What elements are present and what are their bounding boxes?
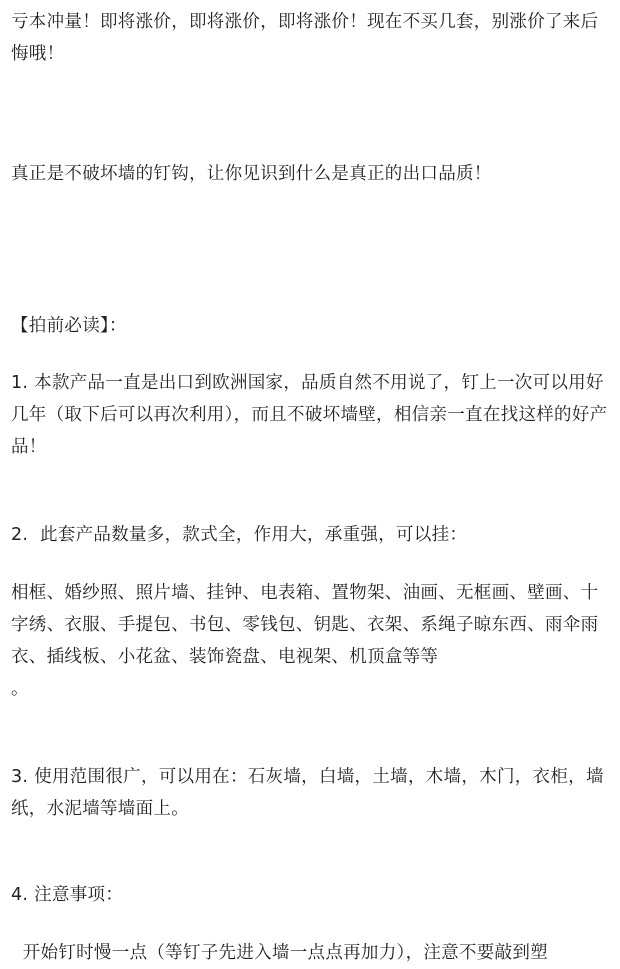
point-1-paragraph: 1. 本款产品一直是出口到欧洲国家，品质自然不用说了，钉上一次可以用好几年（取下后可以再次利用），而且不破坏墙壁，相信亲一直在找这样的好产品！ [11, 373, 608, 457]
uses-list-paragraph: 相框、婚纱照、照片墙、挂钟、电表箱、置物架、油画、无框画、壁画、十字绣、衣服、手提包、书包、零钱包、钥匙、衣架、系绳子晾东西、雨伞雨衣、插线板、小花盆、装饰瓷盘、电视架、机顶盒等等 [11, 583, 599, 667]
point-4-detail: 开始钉时慢一点（等钉子先进入墙一点点再加力），注意不要敲到塑 [11, 943, 548, 963]
intro-paragraph: 亏本冲量！即将涨价，即将涨价，即将涨价！现在不买几套，别涨价了来后悔哦！ [11, 12, 599, 64]
point-3-paragraph: 3. 使用范围很广，可以用在：石灰墙，白墙，土墙，木墙，木门，衣柜，墙纸，水泥墙等墙面上。 [11, 767, 604, 819]
notice-heading: 【拍前必读】： [11, 316, 127, 336]
point-2-paragraph: 2. 此套产品数量多，款式全，作用大，承重强，可以挂： [11, 525, 468, 545]
point-4-heading: 4. 注意事项： [11, 885, 124, 905]
uses-list-end: 。 [11, 679, 29, 699]
quality-paragraph: 真正是不破坏墙的钉钩，让你见识到什么是真正的出口品质！ [11, 164, 492, 184]
